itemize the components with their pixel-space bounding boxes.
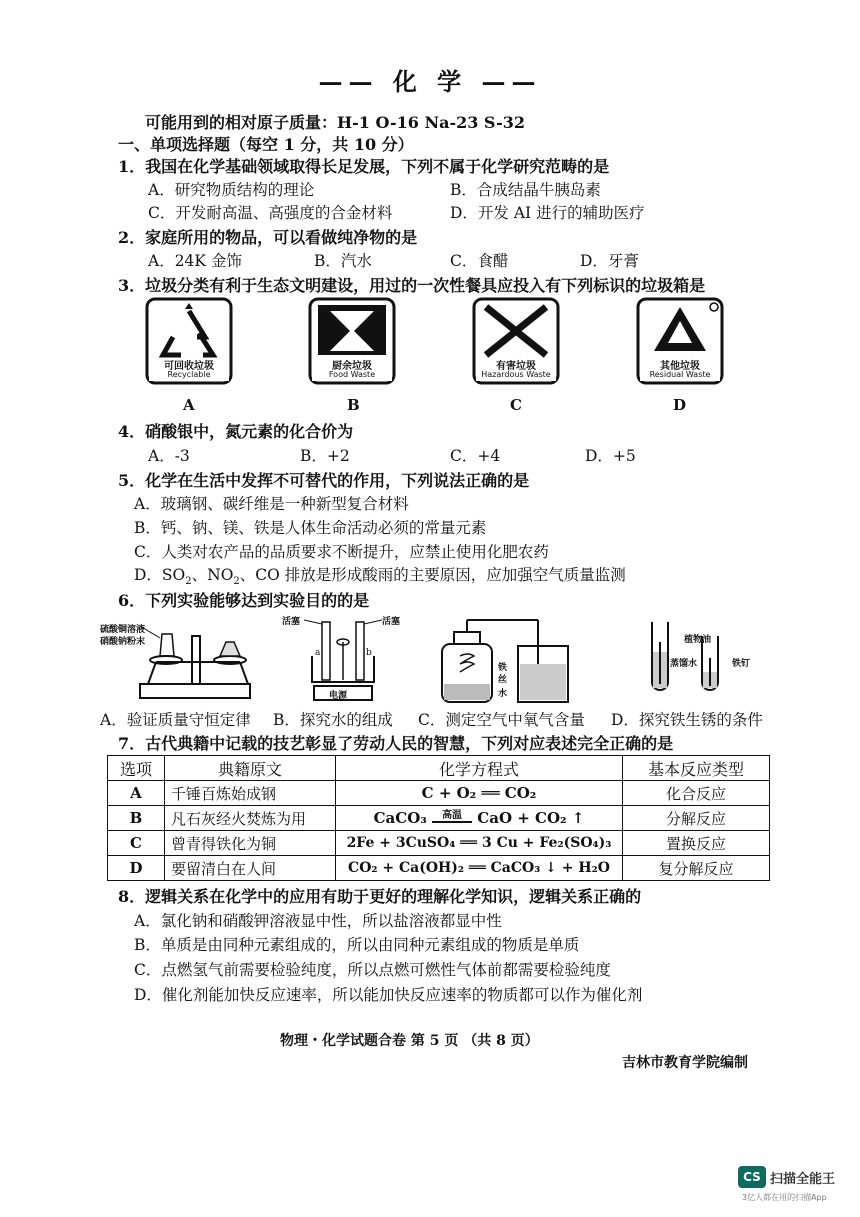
- q5d-part3: 、CO 排放是形成酸雨的主要原因，应加强空气质量监测: [239, 566, 626, 584]
- residual-waste-en: Residual Waste: [649, 370, 711, 379]
- question-4-stem: 4．硝酸银中，氮元素的化合价为: [118, 422, 354, 441]
- question-8-option-c: C．点燃氢气前需要检验纯度，所以点燃可燃性气体前都需要检验纯度: [134, 961, 611, 979]
- oxygen-content-figure: [440, 610, 590, 706]
- question-6-stem: 6．下列实验能够达到实验目的的是: [118, 591, 370, 610]
- question-6-option-c: C．测定空气中氧气含量: [418, 711, 585, 729]
- question-1-option-a: A．研究物质结构的理论: [148, 181, 315, 199]
- question-2-option-d: D．牙膏: [580, 252, 639, 270]
- page-footer: 物理・化学试题合卷 第 5 页 （共 8 页）: [280, 1033, 539, 1049]
- q5d-part1: D．SO: [134, 566, 186, 584]
- question-8-option-b: B．单质是由同种元素组成的，所以由同种元素组成的物质是单质: [134, 936, 580, 954]
- hazardous-waste-cn: 有害垃圾: [496, 361, 536, 372]
- electrolysis-figure: [282, 612, 407, 704]
- fig-d-label-2: 蒸馏水: [670, 659, 698, 669]
- fig-b-label-b: b: [366, 648, 372, 658]
- question-6-option-a: A．验证质量守恒定律: [100, 711, 251, 729]
- row-text: 曾青得铁化为铜: [165, 831, 336, 856]
- question-6-option-d: D．探究铁生锈的条件: [611, 711, 763, 729]
- food-waste-sign: [308, 297, 396, 389]
- publisher: 吉林市教育学院编制: [622, 1055, 748, 1071]
- question-5-option-a: A．玻璃钢、碳纤维是一种新型复合材料: [134, 495, 409, 513]
- row-text: 要留清白在人间: [165, 856, 336, 881]
- rusting-figure: [640, 612, 770, 704]
- camscanner-tagline: 3亿人都在用的扫描App: [742, 1193, 827, 1202]
- table-row: [108, 831, 770, 856]
- recyclable-sign: [145, 297, 233, 389]
- question-2-option-a: A．24K 金饰: [148, 252, 242, 270]
- question-8-option-a: A．氯化钠和硝酸钾溶液显中性，所以盐溶液都显中性: [134, 912, 502, 930]
- row-option: A: [108, 781, 165, 806]
- fig-b-label-2: 活塞: [382, 617, 401, 627]
- fig-c-label-3: 水: [498, 689, 508, 699]
- question-4-option-d: D．+5: [585, 447, 636, 465]
- question-2-option-b: B．汽水: [314, 252, 372, 270]
- reaction-table: [107, 755, 770, 881]
- table-header-row: [108, 756, 770, 781]
- q5d-sub1: 2: [185, 576, 192, 588]
- residual-waste-cn: 其他垃圾: [660, 361, 700, 372]
- question-1-option-b: B．合成结晶牛胰岛素: [450, 181, 601, 199]
- question-5-option-c: C．人类对农产品的品质要求不断提升，应禁止使用化肥农药: [134, 543, 549, 561]
- row-type: 复分解反应: [623, 856, 770, 881]
- row-option: C: [108, 831, 165, 856]
- header-option: 选项: [108, 756, 165, 781]
- row-equation: [336, 806, 623, 831]
- row-equation: C + O₂ ══ CO₂: [336, 781, 623, 806]
- question-4-option-c: C．+4: [450, 447, 501, 465]
- header-text: 典籍原文: [165, 756, 336, 781]
- fig-b-power: 电源: [329, 691, 348, 701]
- eq-b-right: CaO + CO₂ ↑: [477, 808, 585, 827]
- sign-letter-d: D: [673, 396, 687, 414]
- question-5-option-b: B．钙、钠、镁、铁是人体生命活动必须的常量元素: [134, 519, 487, 537]
- camscanner-logo: CS: [738, 1166, 766, 1188]
- row-type: 化合反应: [623, 781, 770, 806]
- row-type: 置换反应: [623, 831, 770, 856]
- row-equation: 2Fe + 3CuSO₄ ══ 3 Cu + Fe₂(SO₄)₃: [336, 831, 623, 856]
- flask-beaker-icon: [440, 610, 590, 706]
- table-row: [108, 781, 770, 806]
- sign-letter-a: A: [183, 396, 195, 414]
- food-waste-en: Food Waste: [328, 370, 376, 379]
- test-tubes-icon: [640, 612, 770, 704]
- question-3-stem: 3．垃圾分类有利于生态文明建设，用过的一次性餐具应投入有下列标识的垃圾箱是: [118, 276, 706, 295]
- row-type: 分解反应: [623, 806, 770, 831]
- hazardous-waste-sign: [472, 297, 560, 389]
- question-4-option-b: B．+2: [300, 447, 350, 465]
- balance-figure: [100, 612, 270, 704]
- header-type: 基本反应类型: [623, 756, 770, 781]
- eq-b-condition: 高温: [432, 806, 472, 823]
- camscanner-name: 扫描全能王: [770, 1172, 836, 1187]
- question-8-option-d: D．催化剂能加快反应速率，所以能加快反应速率的物质都可以作为催化剂: [134, 986, 643, 1004]
- question-1-stem: 1．我国在化学基础领域取得长足发展，下列不属于化学研究范畴的是: [118, 157, 610, 176]
- question-5-stem: 5．化学在生活中发挥不可替代的作用，下列说法正确的是: [118, 471, 530, 490]
- atomic-mass-note: 可能用到的相对原子质量：H-1 O-16 Na-23 S-32: [145, 113, 525, 132]
- hazardous-waste-en: Hazardous Waste: [481, 370, 551, 379]
- section-heading: 一、单项选择题（每空 1 分，共 10 分）: [118, 135, 414, 154]
- question-1-option-c: C．开发耐高温、高强度的合金材料: [148, 204, 393, 222]
- row-text: 千锤百炼始成钢: [165, 781, 336, 806]
- table-row: [108, 856, 770, 881]
- recyclable-en: Recyclable: [167, 370, 211, 379]
- question-4-option-a: A．-3: [148, 447, 190, 465]
- recyclable-cn: 可回收垃圾: [164, 361, 214, 372]
- row-option: D: [108, 856, 165, 881]
- row-option: B: [108, 806, 165, 831]
- question-2-stem: 2．家庭所用的物品，可以看做纯净物的是: [118, 228, 418, 247]
- row-text: 凡石灰经火焚炼为用: [165, 806, 336, 831]
- sign-letter-c: C: [510, 396, 522, 414]
- question-8-stem: 8．逻辑关系在化学中的应用有助于更好的理解化学知识，逻辑关系正确的: [118, 887, 642, 906]
- fig-b-label-1: 活塞: [282, 617, 301, 627]
- eq-b-left: CaCO₃: [373, 808, 427, 827]
- sign-letter-b: B: [347, 396, 360, 414]
- fig-d-label-1: 植物油: [684, 635, 712, 645]
- fig-c-label-2: 丝: [498, 675, 508, 685]
- question-5-option-d: [134, 563, 626, 587]
- fig-b-label-a: a: [315, 648, 321, 658]
- question-6-option-b: B．探究水的组成: [273, 711, 393, 729]
- question-2-option-c: C．食醋: [450, 252, 509, 270]
- fig-d-label-3: 铁钉: [732, 659, 751, 669]
- q5d-sub2: 2: [233, 576, 240, 588]
- row-equation: CO₂ + Ca(OH)₂ ══ CaCO₃ ↓ + H₂O: [336, 856, 623, 881]
- table-row: [108, 806, 770, 831]
- header-equation: 化学方程式: [336, 756, 623, 781]
- fig-a-label-2: 硝酸钠粉末: [100, 637, 146, 647]
- question-7-stem: 7．古代典籍中记载的技艺彰显了劳动人民的智慧，下列对应表述完全正确的是: [118, 734, 674, 753]
- food-waste-cn: 厨余垃圾: [332, 361, 372, 372]
- residual-waste-sign: [636, 297, 724, 389]
- q5d-part2: 、NO: [191, 566, 234, 584]
- fig-a-label-1: 硫酸铜溶液: [100, 625, 146, 635]
- question-1-option-d: D．开发 AI 进行的辅助医疗: [450, 204, 645, 222]
- fig-c-label-1: 铁: [498, 663, 508, 673]
- page-title: —— 化 学 ——: [318, 67, 542, 96]
